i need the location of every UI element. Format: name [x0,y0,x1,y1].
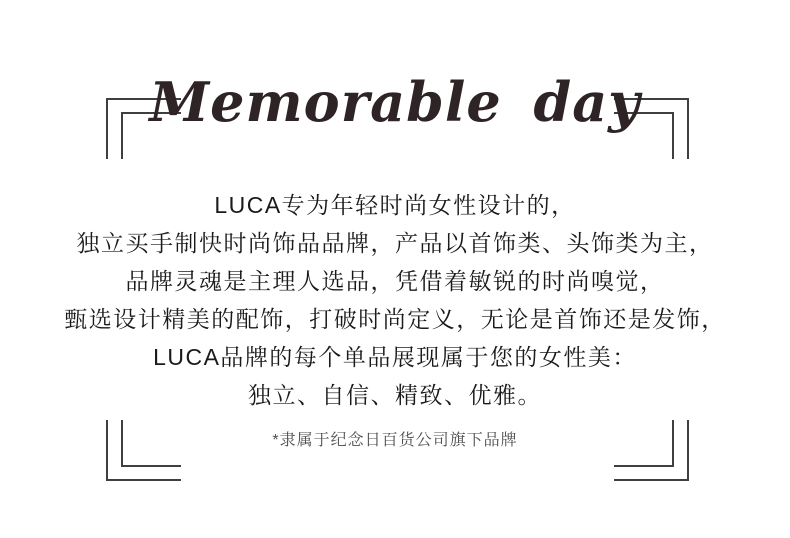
intro-line-1: LUCA专为年轻时尚女性设计的， [214,192,576,218]
footnote: *隶属于纪念日百货公司旗下品牌 [272,432,518,449]
page-title: Memorable day [149,70,641,134]
brand-intro-text [0,186,790,414]
intro-line-3: 品牌灵魂是主理人选品，凭借着敏锐的时尚嗅觉， [125,268,665,294]
intro-line-6: 独立、自信、精致、优雅。 [248,382,542,408]
intro-line-5: LUCA品牌的每个单品展现属于您的女性美： [153,344,637,370]
intro-line-4: 甄选设计精美的配饰，打破时尚定义，无论是首饰还是发饰， [64,306,726,332]
intro-line-2: 独立买手制快时尚饰品品牌，产品以首饰类、头饰类为主， [76,230,714,256]
